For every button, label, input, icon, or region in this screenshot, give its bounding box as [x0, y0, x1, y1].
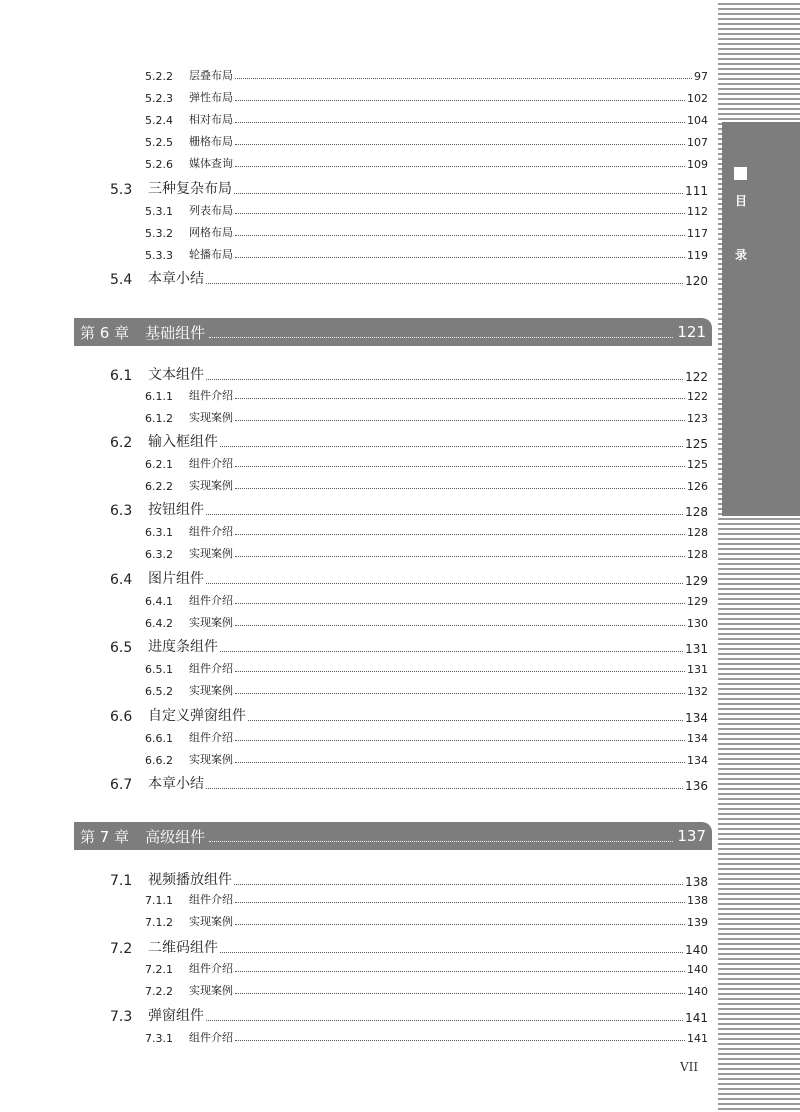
- entry-page: 140: [685, 943, 708, 957]
- entry-title: 图片组件: [148, 571, 204, 587]
- entry-title: 轮播布局: [189, 248, 233, 261]
- leader-dots: [235, 534, 685, 535]
- entry-title: 栅格布局: [189, 135, 233, 148]
- entry-number: 7.3.1: [145, 1032, 173, 1045]
- leader-dots: [235, 78, 692, 79]
- entry-page: 117: [687, 227, 708, 240]
- leader-dots: [235, 122, 685, 123]
- entry-title: 相对布局: [189, 113, 233, 126]
- entry-page: 136: [685, 779, 708, 793]
- toc-subsection-entry: [145, 658, 708, 676]
- entry-page: 122: [687, 390, 708, 403]
- entry-number: 5.2.3: [145, 92, 173, 105]
- entry-title: 组件介绍: [189, 962, 233, 975]
- entry-number: 6.5.2: [145, 685, 173, 698]
- leader-dots: [206, 514, 683, 515]
- toc-section-entry: [110, 771, 708, 793]
- entry-page: 97: [694, 70, 708, 83]
- entry-page: 102: [687, 92, 708, 105]
- entry-page: 126: [687, 480, 708, 493]
- leader-dots: [235, 466, 685, 467]
- entry-number: 6.5: [110, 640, 133, 656]
- entry-number: 6.6: [110, 709, 133, 725]
- leader-dots: [235, 556, 685, 557]
- entry-page: 109: [687, 158, 708, 171]
- entry-title: 视频播放组件: [148, 872, 232, 888]
- entry-title: 三种复杂布局: [148, 181, 232, 197]
- entry-page: 138: [687, 894, 708, 907]
- leader-dots: [235, 257, 685, 258]
- chapter-heading: [74, 318, 712, 346]
- entry-title: 列表布局: [189, 204, 233, 217]
- entry-page: 128: [685, 505, 708, 519]
- entry-page: 119: [687, 249, 708, 262]
- entry-number: 5.2.2: [145, 70, 173, 83]
- toc-subsection-entry: [145, 590, 708, 608]
- entry-page: 122: [685, 370, 708, 384]
- entry-title: 实现案例: [189, 479, 233, 492]
- entry-title: 组件介绍: [189, 389, 233, 402]
- tab-square-marker: [734, 167, 747, 180]
- leader-dots: [235, 971, 685, 972]
- entry-title: 实现案例: [189, 753, 233, 766]
- entry-number: 6.1.2: [145, 412, 173, 425]
- toc-section-entry: [110, 867, 708, 889]
- entry-title: 实现案例: [189, 915, 233, 928]
- entry-number: 5.4: [110, 272, 133, 288]
- entry-number: 7.2.2: [145, 985, 173, 998]
- chapter-heading: [74, 822, 712, 850]
- toc-section-entry: [110, 1003, 708, 1025]
- toc-subsection-entry: [145, 889, 708, 907]
- toc-subsection-entry: [145, 109, 708, 127]
- entry-title: 实现案例: [189, 411, 233, 424]
- toc-subsection-entry: [145, 475, 708, 493]
- toc-subsection-entry: [145, 958, 708, 976]
- leader-dots: [206, 379, 683, 380]
- entry-number: 7.1.2: [145, 916, 173, 929]
- entry-number: 6.4.2: [145, 617, 173, 630]
- entry-number: 6.2.2: [145, 480, 173, 493]
- chapter-number: 第 7 章: [80, 827, 130, 846]
- entry-title: 组件介绍: [189, 662, 233, 675]
- toc-section-entry: [110, 566, 708, 588]
- leader-dots: [206, 583, 683, 584]
- entry-number: 6.3.2: [145, 548, 173, 561]
- leader-dots: [235, 625, 685, 626]
- entry-title: 输入框组件: [148, 434, 218, 450]
- entry-number: 6.4.1: [145, 595, 173, 608]
- entry-title: 组件介绍: [189, 893, 233, 906]
- entry-number: 6.3: [110, 503, 133, 519]
- entry-title: 弹窗组件: [148, 1008, 204, 1024]
- entry-number: 5.2.5: [145, 136, 173, 149]
- toc-subsection-entry: [145, 543, 708, 561]
- leader-dots: [235, 762, 685, 763]
- entry-page: 125: [685, 437, 708, 451]
- leader-dots: [235, 740, 685, 741]
- toc-subsection-entry: [145, 911, 708, 929]
- entry-number: 7.1: [110, 873, 133, 889]
- toc-subsection-entry: [145, 385, 708, 403]
- entry-number: 5.2.6: [145, 158, 173, 171]
- entry-page: 132: [687, 685, 708, 698]
- leader-dots: [220, 651, 683, 652]
- leader-dots: [206, 1020, 683, 1021]
- entry-page: 128: [687, 526, 708, 539]
- toc-subsection-entry: [145, 153, 708, 171]
- entry-page: 120: [685, 274, 708, 288]
- leader-dots: [220, 952, 683, 953]
- toc-section-entry: [110, 266, 708, 288]
- toc-subsection-entry: [145, 612, 708, 630]
- side-tab-char-1: 目: [735, 194, 748, 208]
- entry-number: 5.3.3: [145, 249, 173, 262]
- entry-number: 7.2.1: [145, 963, 173, 976]
- leader-dots: [235, 488, 685, 489]
- entry-number: 7.3: [110, 1009, 133, 1025]
- leader-dots: [209, 841, 673, 842]
- entry-page: 131: [687, 663, 708, 676]
- leader-dots: [234, 193, 683, 194]
- section-side-tab: [722, 122, 800, 516]
- leader-dots: [235, 144, 685, 145]
- leader-dots: [248, 720, 683, 721]
- toc-subsection-entry: [145, 980, 708, 998]
- entry-number: 6.1.1: [145, 390, 173, 403]
- entry-page: 140: [687, 985, 708, 998]
- leader-dots: [235, 603, 685, 604]
- toc-subsection-entry: [145, 453, 708, 471]
- entry-page: 129: [687, 595, 708, 608]
- entry-title: 组件介绍: [189, 594, 233, 607]
- entry-title: 本章小结: [148, 271, 204, 287]
- entry-title: 弹性布局: [189, 91, 233, 104]
- toc-section-entry: [110, 429, 708, 451]
- leader-dots: [209, 337, 673, 338]
- leader-dots: [235, 671, 685, 672]
- entry-title: 进度条组件: [148, 639, 218, 655]
- toc-subsection-entry: [145, 87, 708, 105]
- entry-page: 107: [687, 136, 708, 149]
- entry-page: 141: [687, 1032, 708, 1045]
- toc-subsection-entry: [145, 65, 708, 83]
- entry-number: 6.1: [110, 368, 133, 384]
- leader-dots: [235, 993, 685, 994]
- entry-page: 141: [685, 1011, 708, 1025]
- entry-title: 实现案例: [189, 547, 233, 560]
- toc-subsection-entry: [145, 521, 708, 539]
- toc-section-entry: [110, 634, 708, 656]
- toc-subsection-entry: [145, 727, 708, 745]
- leader-dots: [206, 283, 683, 284]
- entry-number: 6.4: [110, 572, 133, 588]
- entry-page: 123: [687, 412, 708, 425]
- entry-number: 6.3.1: [145, 526, 173, 539]
- chapter-number: 第 6 章: [80, 323, 130, 342]
- entry-title: 媒体查询: [189, 157, 233, 170]
- leader-dots: [235, 235, 685, 236]
- entry-page: 139: [687, 916, 708, 929]
- entry-title: 组件介绍: [189, 457, 233, 470]
- toc-subsection-entry: [145, 222, 708, 240]
- entry-page: 130: [687, 617, 708, 630]
- entry-number: 5.2.4: [145, 114, 173, 127]
- toc-section-entry: [110, 935, 708, 957]
- entry-title: 组件介绍: [189, 731, 233, 744]
- leader-dots: [235, 100, 685, 101]
- entry-number: 6.5.1: [145, 663, 173, 676]
- entry-page: 125: [687, 458, 708, 471]
- leader-dots: [235, 924, 685, 925]
- entry-title: 实现案例: [189, 616, 233, 629]
- entry-title: 实现案例: [189, 684, 233, 697]
- toc-subsection-entry: [145, 407, 708, 425]
- leader-dots: [235, 213, 685, 214]
- chapter-title: 高级组件: [145, 827, 206, 846]
- entry-page: 138: [685, 875, 708, 889]
- side-tab-char-2: 录: [735, 248, 748, 262]
- entry-page: 134: [687, 754, 708, 767]
- toc-section-entry: [110, 497, 708, 519]
- entry-number: 7.1.1: [145, 894, 173, 907]
- entry-title: 按钮组件: [148, 502, 204, 518]
- entry-title: 文本组件: [148, 367, 204, 383]
- entry-number: 5.3.2: [145, 227, 173, 240]
- entry-page: 129: [685, 574, 708, 588]
- leader-dots: [234, 884, 683, 885]
- leader-dots: [235, 166, 685, 167]
- toc-subsection-entry: [145, 131, 708, 149]
- leader-dots: [235, 1040, 685, 1041]
- chapter-page: 137: [677, 827, 706, 845]
- toc-subsection-entry: [145, 244, 708, 262]
- entry-page: 111: [685, 184, 708, 198]
- entry-page: 134: [687, 732, 708, 745]
- entry-page: 131: [685, 642, 708, 656]
- toc-section-entry: [110, 176, 708, 198]
- entry-title: 组件介绍: [189, 1031, 233, 1044]
- leader-dots: [235, 398, 685, 399]
- entry-title: 自定义弹窗组件: [148, 708, 246, 724]
- toc-section-entry: [110, 362, 708, 384]
- entry-title: 网格布局: [189, 226, 233, 239]
- entry-number: 5.3.1: [145, 205, 173, 218]
- leader-dots: [206, 788, 683, 789]
- toc-subsection-entry: [145, 749, 708, 767]
- page-number: VII: [680, 1060, 699, 1074]
- chapter-page: 121: [677, 323, 706, 341]
- entry-number: 6.6.2: [145, 754, 173, 767]
- toc-section-entry: [110, 703, 708, 725]
- entry-page: 112: [687, 205, 708, 218]
- entry-title: 组件介绍: [189, 525, 233, 538]
- entry-page: 128: [687, 548, 708, 561]
- entry-title: 本章小结: [148, 776, 204, 792]
- entry-title: 层叠布局: [189, 69, 233, 82]
- entry-number: 6.2: [110, 435, 133, 451]
- entry-number: 6.7: [110, 777, 133, 793]
- entry-page: 134: [685, 711, 708, 725]
- toc-subsection-entry: [145, 200, 708, 218]
- toc-subsection-entry: [145, 1027, 708, 1045]
- leader-dots: [235, 420, 685, 421]
- entry-page: 140: [687, 963, 708, 976]
- leader-dots: [235, 902, 685, 903]
- leader-dots: [220, 446, 683, 447]
- chapter-title: 基础组件: [145, 323, 206, 342]
- entry-number: 6.6.1: [145, 732, 173, 745]
- entry-number: 6.2.1: [145, 458, 173, 471]
- entry-number: 7.2: [110, 941, 133, 957]
- entry-title: 二维码组件: [148, 940, 218, 956]
- entry-number: 5.3: [110, 182, 133, 198]
- entry-page: 104: [687, 114, 708, 127]
- toc-subsection-entry: [145, 680, 708, 698]
- entry-title: 实现案例: [189, 984, 233, 997]
- leader-dots: [235, 693, 685, 694]
